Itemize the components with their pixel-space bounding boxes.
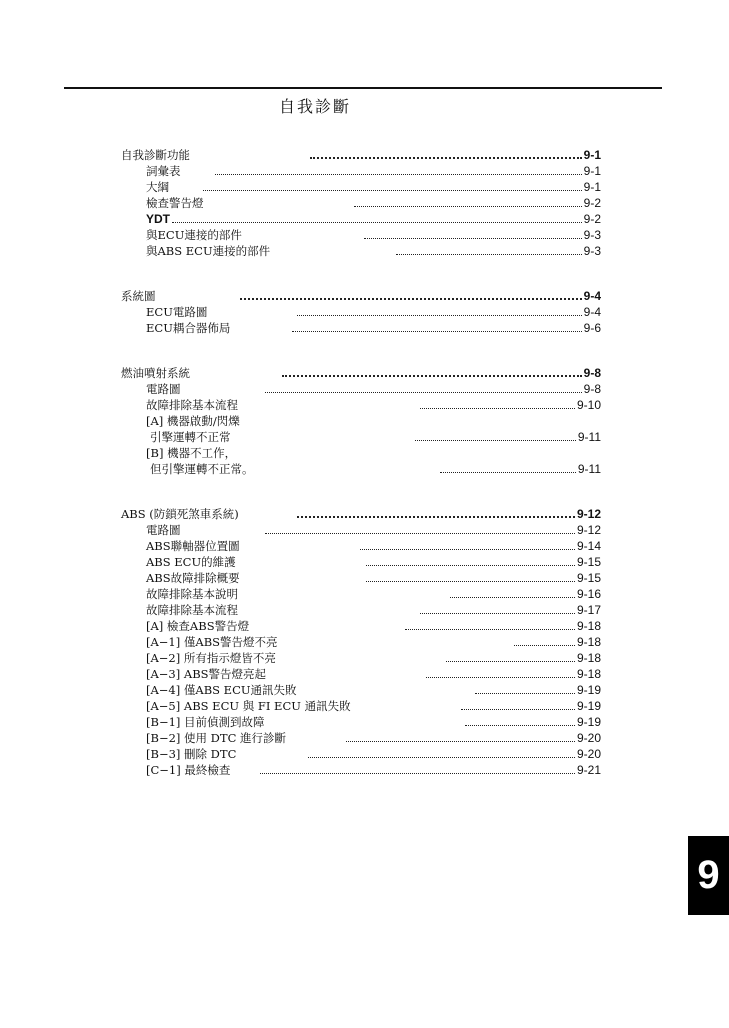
toc-section-title: 燃油噴射系統 <box>121 366 190 380</box>
dot-leader <box>260 772 575 774</box>
toc-page-number: 9-15 <box>576 555 601 569</box>
dot-leader <box>360 548 575 550</box>
toc-page-number: 9-20 <box>576 747 601 761</box>
toc-page-number: 9-4 <box>583 305 601 319</box>
dot-leader <box>172 221 582 223</box>
toc-page-number: 9-21 <box>576 763 601 777</box>
toc-section-self-diagnosis[interactable] <box>121 146 601 162</box>
toc-entry-label: 檢查警告燈 <box>146 196 204 210</box>
toc-entry-label: 引擎運轉不正常 <box>150 430 231 444</box>
toc-entry-label: 電路圖 <box>146 523 181 537</box>
toc-page-number: 9-4 <box>583 289 601 303</box>
toc-entry[interactable] <box>146 697 601 713</box>
dot-leader <box>440 471 576 473</box>
toc-page-number: 9-8 <box>583 366 601 380</box>
toc-entry-label: [A−1] 僅ABS警告燈不亮 <box>146 635 278 649</box>
dot-leader <box>475 692 575 694</box>
toc-entry-label: ECU電路圖 <box>146 305 208 319</box>
toc-page-number: 9-3 <box>583 244 601 258</box>
toc-entry[interactable] <box>146 380 601 396</box>
toc-page-number: 9-15 <box>576 571 601 585</box>
toc-entry[interactable] <box>146 633 601 649</box>
dot-leader <box>446 660 575 662</box>
toc-entry-label: [B−1] 目前偵測到故障 <box>146 715 265 729</box>
toc-entry-label: ECU耦合器佈局 <box>146 321 231 335</box>
toc-entry[interactable] <box>146 553 601 569</box>
dot-leader <box>450 596 575 598</box>
toc-entry-label: [A−2] 所有指示燈皆不亮 <box>146 651 276 665</box>
toc-entry[interactable] <box>146 649 601 665</box>
toc-page-number: 9-3 <box>583 228 601 242</box>
toc-entry-label: 故障排除基本說明 <box>146 587 238 601</box>
toc-entry-label: [B−2] 使用 DTC 進行診斷 <box>146 731 287 745</box>
dot-leader <box>308 756 575 758</box>
toc-entry-label: ABS ECU的維護 <box>146 555 236 569</box>
toc-page-number: 9-12 <box>576 507 601 521</box>
toc-page-number: 9-11 <box>577 430 601 444</box>
toc-entry[interactable] <box>146 178 601 194</box>
dot-leader <box>514 644 575 646</box>
toc-entry[interactable] <box>146 303 601 319</box>
toc-entry-label: 詞彙表 <box>146 164 181 178</box>
toc-entry <box>146 444 601 460</box>
toc-entry-label: [A] 機器啟動/閃爍 <box>146 414 240 428</box>
toc-entry-label: [C−1] 最終檢查 <box>146 763 231 777</box>
dot-leader <box>465 724 575 726</box>
toc-page-number: 9-8 <box>583 382 601 396</box>
dot-leader <box>461 708 575 710</box>
toc-entry-label: 與ABS ECU連接的部件 <box>146 244 271 258</box>
toc-page-number: 9-10 <box>576 398 601 412</box>
dot-leader <box>215 173 582 175</box>
toc-entry-label: 故障排除基本流程 <box>146 398 238 412</box>
dot-leader <box>405 628 575 630</box>
toc-entry[interactable] <box>146 729 601 745</box>
toc-entry[interactable] <box>146 396 601 412</box>
dot-leader <box>415 439 576 441</box>
toc-entry-label: 與ECU連接的部件 <box>146 228 242 242</box>
toc-entry-label: YDT <box>146 212 170 226</box>
toc-entry[interactable] <box>146 428 601 444</box>
dot-leader <box>297 314 581 316</box>
toc-page-number: 9-1 <box>583 180 601 194</box>
toc-entry[interactable] <box>146 761 601 777</box>
dot-leader <box>203 189 582 191</box>
toc-entry[interactable] <box>146 601 601 617</box>
toc-page-number: 9-11 <box>577 462 601 476</box>
dot-leader <box>240 297 582 300</box>
toc-entry-label: 電路圖 <box>146 382 181 396</box>
toc-section-title: 系統圖 <box>121 289 156 303</box>
toc-section-system-diagram[interactable] <box>121 287 601 303</box>
dot-leader <box>297 515 575 518</box>
toc-page-number: 9-19 <box>576 715 601 729</box>
toc-page-number: 9-18 <box>576 667 601 681</box>
toc-entry-label: 但引擎運轉不正常。 <box>150 462 254 476</box>
toc-entry-label: [A−4] 僅ABS ECU通訊失敗 <box>146 683 297 697</box>
chapter-tab: 9 <box>688 836 729 915</box>
dot-leader <box>282 374 582 377</box>
dot-leader <box>420 612 575 614</box>
toc-entry[interactable] <box>146 226 601 242</box>
toc-entry-label: 大綱 <box>146 180 169 194</box>
toc-page-number: 9-6 <box>583 321 601 335</box>
toc-page-number: 9-18 <box>576 635 601 649</box>
toc-entry[interactable] <box>146 569 601 585</box>
toc-entry-label: [A−5] ABS ECU 與 FI ECU 通訊失敗 <box>146 699 351 713</box>
dot-leader <box>265 532 575 534</box>
toc-entry[interactable] <box>146 210 601 226</box>
toc-entry <box>146 412 601 428</box>
dot-leader <box>354 205 582 207</box>
toc-page-number: 9-20 <box>576 731 601 745</box>
dot-leader <box>366 564 575 566</box>
toc-entry[interactable] <box>146 713 601 729</box>
toc-page-number: 9-2 <box>583 212 601 226</box>
dot-leader <box>396 253 581 255</box>
dot-leader <box>364 237 582 239</box>
toc-entry[interactable] <box>146 521 601 537</box>
toc-page-number: 9-12 <box>576 523 601 537</box>
toc-entry[interactable] <box>146 665 601 681</box>
dot-leader <box>346 740 575 742</box>
toc-section-title: 自我診斷功能 <box>121 148 190 162</box>
toc-entry-label: 故障排除基本流程 <box>146 603 238 617</box>
dot-leader <box>420 407 575 409</box>
toc-entry[interactable] <box>146 194 601 210</box>
toc-entry[interactable] <box>146 242 601 258</box>
toc-entry-label: ABS故障排除概要 <box>146 571 240 585</box>
toc-entry-label: [B−3] 刪除 DTC <box>146 747 237 761</box>
toc-page-number: 9-16 <box>576 587 601 601</box>
toc-entry[interactable] <box>146 585 601 601</box>
toc-entry[interactable] <box>146 681 601 697</box>
toc-section-abs[interactable] <box>121 505 601 521</box>
toc-entry[interactable] <box>146 460 601 476</box>
toc-entry[interactable] <box>146 162 601 178</box>
toc-entry[interactable] <box>146 537 601 553</box>
toc-entry-label: [A] 檢查ABS警告燈 <box>146 619 250 633</box>
page-title: 自我診斷 <box>278 97 351 116</box>
dot-leader <box>426 676 575 678</box>
toc-page-number: 9-17 <box>576 603 601 617</box>
toc-page-number: 9-14 <box>576 539 601 553</box>
toc-page-number: 9-18 <box>576 651 601 665</box>
toc-page-number: 9-19 <box>576 699 601 713</box>
toc-page-number: 9-19 <box>576 683 601 697</box>
toc-entry[interactable] <box>146 745 601 761</box>
toc-page-number: 9-2 <box>583 196 601 210</box>
toc-entry[interactable] <box>146 319 601 335</box>
toc-page-number: 9-18 <box>576 619 601 633</box>
toc-entry-label: ABS聯軸器位置圖 <box>146 539 240 553</box>
dot-leader <box>265 391 582 393</box>
toc-page-number: 9-1 <box>583 148 601 162</box>
toc-section-fuel-injection[interactable] <box>121 364 601 380</box>
toc-entry-label: [A−3] ABS警告燈亮起 <box>146 667 267 681</box>
dot-leader <box>366 580 575 582</box>
dot-leader <box>292 330 581 332</box>
toc-entry[interactable] <box>146 617 601 633</box>
toc-page-number: 9-1 <box>583 164 601 178</box>
toc-section-title: ABS (防鎖死煞車系統) <box>121 507 239 521</box>
dot-leader <box>310 156 582 159</box>
toc-entry-label: [B] 機器不工作， <box>146 446 237 460</box>
